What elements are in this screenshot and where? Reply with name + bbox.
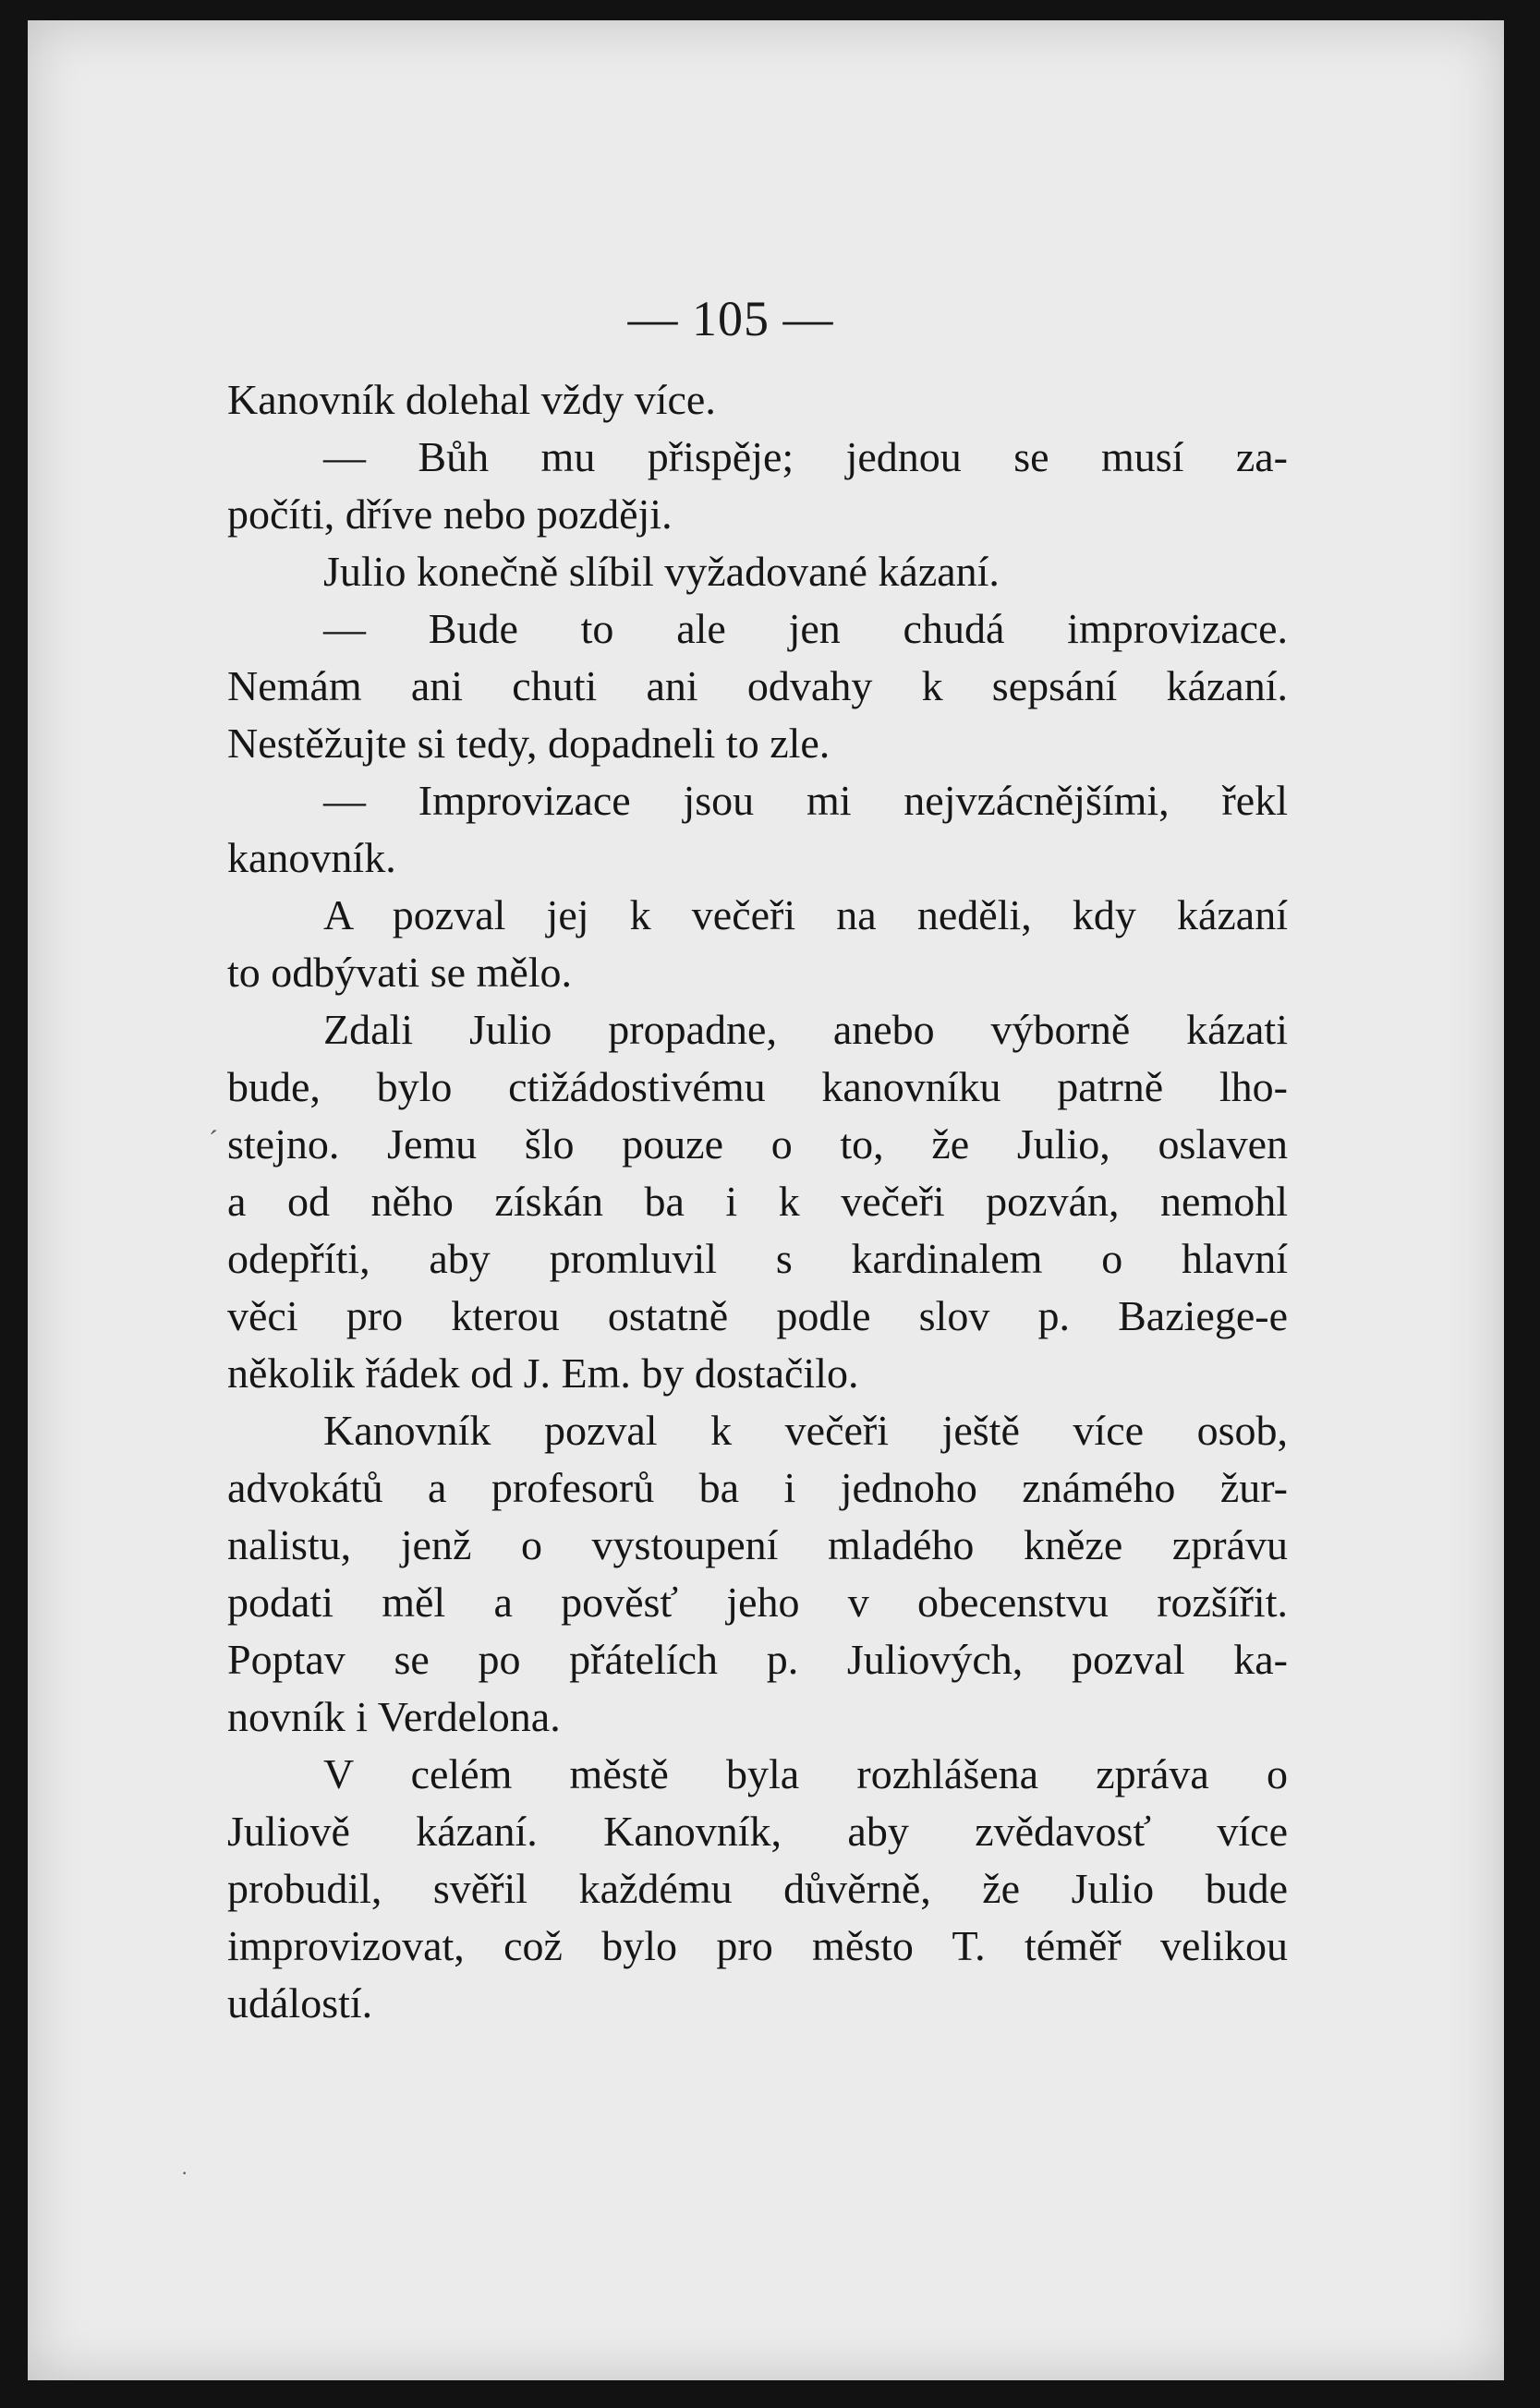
text-line: novník i Verdelona. [227, 1693, 561, 1740]
text-line: — Bude to ale jen chudá improvizace. [323, 605, 1288, 652]
text-line: — Improvizace jsou mi nejvzácnějšími, řekl [323, 777, 1288, 824]
text-line: bude, bylo ctižádostivému kanovníku patrně lho- [227, 1063, 1288, 1110]
text-line: Poptav se po přátelích p. Juliových, pozval ka- [227, 1636, 1288, 1683]
book-page [28, 20, 1504, 2380]
page-number: — 105 — [627, 291, 834, 346]
text-line: počíti, dříve nebo později. [227, 490, 673, 538]
text-line: kanovník. [227, 834, 396, 881]
text-line: advokátů a profesorů ba i jednoho známého žur- [227, 1464, 1288, 1511]
text-line: událostí. [227, 1979, 373, 2027]
text-line: Zdali Julio propadne, anebo výborně kázati [323, 1006, 1288, 1053]
text-line: probudil, svěřil každému důvěrně, že Julio bude [227, 1865, 1288, 1912]
body-text [227, 371, 1288, 2032]
text-line: Kanovník pozval k večeři ještě více osob, [323, 1407, 1288, 1454]
text-line: podati měl a pověsť jeho v obecenstvu rozšířit. [227, 1579, 1288, 1626]
text-line: to odbývati se mělo. [227, 949, 573, 996]
text-line: odepříti, aby promluvil s kardinalem o hlavní [227, 1235, 1288, 1282]
text-line: několik řádek od J. Em. by dostačilo. [227, 1349, 859, 1397]
text-line: stejno. Jemu šlo pouze o to, že Julio, oslaven [227, 1120, 1288, 1168]
text-line: A pozval jej k večeři na neděli, kdy kázaní [323, 891, 1288, 938]
text-line: Kanovník dolehal vždy více. [227, 376, 716, 423]
scan-speck: · [181, 2161, 188, 2184]
text-line: a od něho získán ba i k večeři pozván, nemohl [227, 1178, 1288, 1225]
text-line: Nestěžujte si tedy, dopadneli to zle. [227, 720, 831, 767]
text-line: Julio konečně slíbil vyžadované kázaní. [323, 548, 1000, 595]
text-line: V celém městě byla rozhlášena zpráva o [323, 1750, 1288, 1797]
text-line: věci pro kterou ostatně podle slov p. Baziege-e [227, 1292, 1288, 1339]
text-line: Nemám ani chuti ani odvahy k sepsání kázaní. [227, 662, 1288, 709]
text-line: improvizovat, což bylo pro město T. téměř velikou [227, 1922, 1288, 1969]
text-line: — Bůh mu přispěje; jednou se musí za- [323, 433, 1288, 480]
scan-speck: ´ [209, 1125, 218, 1156]
text-line: nalistu, jenž o vystoupení mladého kněze zprávu [227, 1521, 1288, 1568]
text-line: Juliově kázaní. Kanovník, aby zvědavosť více [227, 1808, 1288, 1855]
